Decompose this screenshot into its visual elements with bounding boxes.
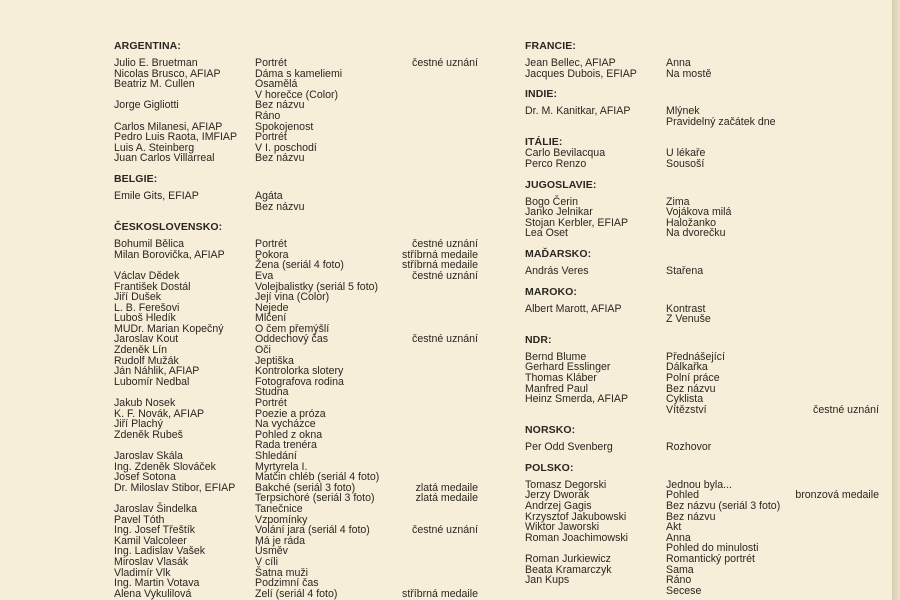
author-name: Lea Oset: [525, 227, 568, 240]
author-name: Jacques Dubois, EFIAP: [525, 67, 637, 80]
work-title: Má je ráda: [255, 534, 306, 547]
work-title: Bez názvu (seriál 3 foto): [666, 500, 781, 513]
author-name: Albert Marott, AFIAP: [525, 302, 622, 315]
work-title: Oddechový čas: [255, 333, 329, 346]
country-section: [525, 180, 879, 239]
work-title: Studna: [255, 386, 289, 399]
work-title: Kontrast: [666, 302, 706, 315]
author-name: Jean Bellec, AFIAP: [525, 57, 616, 69]
work-title: Bakché (seriál 3 foto): [255, 481, 356, 494]
author-name: Dr. M. Kanitkar, AFIAP: [525, 105, 631, 118]
country-heading: ČESKOSLOVENSKO:: [114, 221, 223, 234]
entry-row: [525, 405, 879, 416]
author-name: Dr. Miloslav Stibor, EFIAP: [114, 481, 236, 494]
work-title: Na vycházce: [255, 418, 316, 431]
work-title: Jeptiška: [255, 354, 294, 367]
entry-row: [114, 58, 478, 69]
work-title: Bez názvu: [255, 200, 305, 213]
work-title: O čem přemýšlí: [255, 322, 330, 335]
award-label: čestné uznání: [412, 269, 478, 282]
award-label: čestné uznání: [412, 238, 478, 251]
author-name: Pavel Tóth: [114, 513, 165, 526]
country-section: [525, 287, 879, 325]
country-section: [114, 41, 478, 164]
author-name: Roman Joachimowski: [525, 531, 629, 544]
author-name: Jaroslav Šindelka: [114, 502, 198, 515]
award-label: čestné uznání: [412, 524, 478, 537]
author-name: Beata Kramarczyk: [525, 563, 612, 576]
author-name: Heinz Smerda, AFIAP: [525, 393, 629, 406]
entry-row: [525, 228, 879, 239]
author-name: K. F. Novák, AFIAP: [114, 407, 205, 420]
entry-row: [525, 314, 879, 325]
work-title: Rada trenéra: [255, 439, 317, 452]
work-title: Shledání: [255, 450, 297, 462]
author-name: František Dostál: [114, 280, 191, 293]
work-title: Zelí (seriál 4 foto): [255, 587, 338, 600]
entry-row: [525, 159, 879, 170]
award-label: zlatá medaile: [415, 492, 478, 505]
award-label: čestné uznání: [813, 403, 879, 416]
work-title: V horečce (Color): [255, 88, 339, 101]
work-title: Vojákova milá: [666, 206, 732, 219]
country-section: [525, 335, 879, 416]
work-title: Portrét: [255, 57, 287, 69]
author-name: Tomasz Degorski: [525, 478, 607, 491]
author-name: András Veres: [525, 264, 589, 277]
author-name: Rudolf Mužák: [114, 354, 179, 367]
entry-row: [114, 153, 478, 164]
author-name: Alena Vykulilová: [114, 587, 192, 600]
entry-row: [114, 557, 478, 568]
country-heading: ITÁLIE:: [525, 136, 563, 149]
page-edge: [892, 0, 900, 600]
work-title: Osamělá: [255, 78, 298, 91]
work-title: Volání jara (seriál 4 foto): [255, 524, 370, 537]
work-title: Dálkařka: [666, 361, 708, 374]
work-title: Zima: [666, 195, 690, 208]
author-name: Emile Gits, EFIAP: [114, 189, 199, 202]
work-title: Anna: [666, 57, 691, 69]
award-label: stříbrná medaile: [402, 248, 478, 261]
work-title: Portrét: [255, 238, 287, 251]
work-title: Portrét: [255, 397, 287, 410]
work-title: Přednášející: [666, 350, 725, 363]
author-name: Perco Renzo: [525, 157, 587, 170]
entry-row: [525, 266, 879, 277]
work-title: Portrét: [255, 131, 287, 144]
entry-row: [114, 191, 478, 202]
work-title: Pohled z okna: [255, 428, 323, 441]
author-name: Thomas Kláber: [525, 371, 597, 384]
work-title: Poezie a próza: [255, 407, 326, 420]
country-heading: INDIE:: [525, 88, 558, 101]
work-title: V cíli: [255, 555, 278, 568]
author-name: Gerhard Esslinger: [525, 361, 611, 374]
work-title: Podzimní čas: [255, 577, 319, 590]
entry-row: [114, 334, 478, 345]
entry-row: [525, 117, 879, 128]
author-name: Josef Sotona: [114, 471, 176, 484]
work-title: Matčin chléb (seriál 4 foto): [255, 471, 380, 484]
author-name: Carlo Bevilacqua: [525, 147, 606, 160]
work-title: Mlýnek: [666, 105, 700, 118]
work-title: Volejbalistky (seriál 5 foto): [255, 280, 379, 293]
author-name: Václav Dědek: [114, 269, 180, 282]
country-heading: POLSKO:: [525, 461, 574, 474]
author-name: Vladimír Vlk: [114, 566, 171, 579]
country-heading: JUGOSLAVIE:: [525, 178, 597, 191]
entry-row: [114, 589, 478, 600]
work-title: U lékaře: [666, 147, 706, 160]
work-title: Sama: [666, 563, 694, 576]
country-section: [525, 89, 879, 127]
country-heading: MAROKO:: [525, 285, 578, 298]
work-title: Oči: [255, 344, 271, 357]
work-title: Pohled: [666, 489, 699, 502]
work-title: Vzpomínky: [255, 513, 308, 526]
country-heading: FRANCIE:: [525, 40, 576, 52]
author-name: Jorge Gigliotti: [114, 99, 179, 112]
right-column: [525, 41, 879, 596]
country-section: [525, 463, 879, 597]
entry-row: [114, 504, 478, 515]
work-title: Bez názvu: [255, 152, 305, 165]
entry-row: [525, 373, 879, 384]
work-title: Anna: [666, 531, 691, 544]
work-title: Šatna muži: [255, 566, 308, 579]
entry-row: [114, 451, 478, 462]
work-title: Nejede: [255, 301, 289, 314]
author-name: Beatriz M. Cullen: [114, 78, 195, 91]
author-name: Carlos Milanesi, AFIAP: [114, 120, 223, 133]
author-name: Luis A. Steinberg: [114, 141, 195, 154]
author-name: Ján Náhlik, AFIAP: [114, 365, 200, 378]
work-title: Na mostě: [666, 67, 712, 80]
work-title: Myrtyrela I.: [255, 460, 308, 473]
country-section: [114, 174, 478, 212]
author-name: Ing. Josef Třeštík: [114, 524, 196, 537]
author-name: L. B. Ferešovi: [114, 301, 180, 314]
author-name: Jakub Nosek: [114, 397, 176, 410]
work-title: Spokojenost: [255, 120, 314, 133]
country-section: [114, 222, 478, 599]
work-title: Fotografova rodina: [255, 375, 344, 388]
author-name: Jan Kups: [525, 574, 570, 587]
author-name: Pedro Luis Raota, IMFIAP: [114, 131, 238, 144]
author-name: Zdeněk Rubeš: [114, 428, 183, 441]
author-name: Zdeněk Lín: [114, 344, 168, 357]
work-title: Úsměv: [255, 545, 288, 558]
author-name: Milan Borovička, AFIAP: [114, 248, 225, 261]
author-name: Bernd Blume: [525, 350, 587, 363]
author-name: Juan Carlos Villarreal: [114, 152, 215, 165]
entry-row: [114, 202, 478, 213]
work-title: Sousoší: [666, 157, 705, 170]
author-name: Manfred Paul: [525, 382, 589, 395]
entry-row: [114, 100, 478, 111]
work-title: Pokora: [255, 248, 289, 261]
author-name: MUDr. Marian Kopečný: [114, 322, 224, 335]
country-section: [525, 249, 879, 277]
award-label: bronzová medaile: [795, 489, 879, 502]
work-title: Akt: [666, 521, 682, 534]
work-title: Haložanko: [666, 216, 717, 229]
author-name: Jiří Dušek: [114, 291, 162, 304]
author-name: Wiktor Jaworski: [525, 521, 600, 534]
country-heading: ARGENTINA:: [114, 40, 181, 52]
author-name: Jaroslav Kout: [114, 333, 179, 346]
work-title: Terpsichoré (seriál 3 foto): [255, 492, 375, 505]
author-name: Nicolas Brusco, AFIAP: [114, 67, 221, 80]
entry-row: [525, 586, 879, 597]
work-title: Cyklista: [666, 393, 704, 406]
country-heading: NORSKO:: [525, 424, 576, 437]
author-name: Stojan Kerbler, EFIAP: [525, 216, 629, 229]
award-label: stříbrná medaile: [402, 259, 478, 272]
author-name: Jiří Plachý: [114, 418, 163, 431]
author-name: Janko Jelnikar: [525, 206, 593, 219]
entry-row: [525, 58, 879, 69]
author-name: Julio E. Bruetman: [114, 57, 198, 69]
author-name: Ing. Ladislav Vašek: [114, 545, 206, 558]
work-title: Vítězství: [666, 403, 707, 416]
author-name: Jerzy Dworak: [525, 489, 590, 502]
entry-row: [525, 442, 879, 453]
work-title: Stařena: [666, 264, 704, 277]
author-name: Bohumil Bělica: [114, 238, 185, 251]
author-name: Miroslav Vlasák: [114, 555, 189, 568]
work-title: Pohled do minulosti: [666, 542, 759, 555]
award-label: stříbrná medaile: [402, 587, 478, 600]
work-title: Rozhovor: [666, 441, 712, 454]
author-name: Andrzej Gagis: [525, 500, 592, 513]
work-title: Agáta: [255, 189, 283, 202]
author-name: Jaroslav Skála: [114, 450, 183, 462]
entry-row: [525, 565, 879, 576]
work-title: Tanečnice: [255, 502, 303, 515]
author-name: Ing. Martin Votava: [114, 577, 200, 590]
award-label: zlatá medaile: [415, 481, 478, 494]
work-title: Polní práce: [666, 371, 720, 384]
author-name: Roman Jurkiewicz: [525, 553, 611, 566]
author-name: Per Odd Svenberg: [525, 441, 613, 454]
work-title: Z Venuše: [666, 313, 711, 326]
work-title: Romantický portrét: [666, 553, 755, 566]
work-title: Jednou byla...: [666, 478, 732, 491]
work-title: Eva: [255, 269, 274, 282]
work-title: Její vina (Color): [255, 291, 330, 304]
work-title: Na dvorečku: [666, 227, 726, 240]
work-title: Bez názvu: [666, 510, 716, 523]
left-column: [114, 41, 478, 599]
country-heading: NDR:: [525, 333, 552, 346]
award-label: čestné uznání: [412, 57, 478, 69]
country-section: [525, 41, 879, 79]
author-name: Lubomír Nedbal: [114, 375, 190, 388]
work-title: Kontrolorka slotery: [255, 365, 344, 378]
author-name: Luboš Hledík: [114, 312, 176, 325]
country-section: [525, 425, 879, 453]
author-name: Bogo Čerin: [525, 195, 578, 208]
work-title: Mlčení: [255, 312, 287, 325]
work-title: Bez názvu: [666, 382, 716, 395]
entry-row: [114, 271, 478, 282]
work-title: Ráno: [666, 574, 692, 587]
entry-row: [114, 377, 478, 388]
author-name: Ing. Zdeněk Slováček: [114, 460, 216, 473]
work-title: Ráno: [255, 109, 281, 122]
work-title: Secese: [666, 584, 702, 597]
work-title: Bez názvu: [255, 99, 305, 112]
country-section: [525, 137, 879, 169]
country-heading: BELGIE:: [114, 172, 158, 185]
entry-row: [525, 69, 879, 80]
work-title: V I. poschodí: [255, 141, 317, 154]
entry-row: [114, 111, 478, 122]
author-name: Krzysztof Jakubowski: [525, 510, 627, 523]
work-title: Dáma s kameliemi: [255, 67, 343, 80]
work-title: Žena (seriál 4 foto): [255, 259, 344, 272]
work-title: Pravidelný začátek dne: [666, 115, 776, 128]
author-name: Kamil Valcoleer: [114, 534, 187, 547]
award-label: čestné uznání: [412, 333, 478, 346]
entry-row: [525, 575, 879, 586]
country-heading: MAĎARSKO:: [525, 247, 592, 260]
